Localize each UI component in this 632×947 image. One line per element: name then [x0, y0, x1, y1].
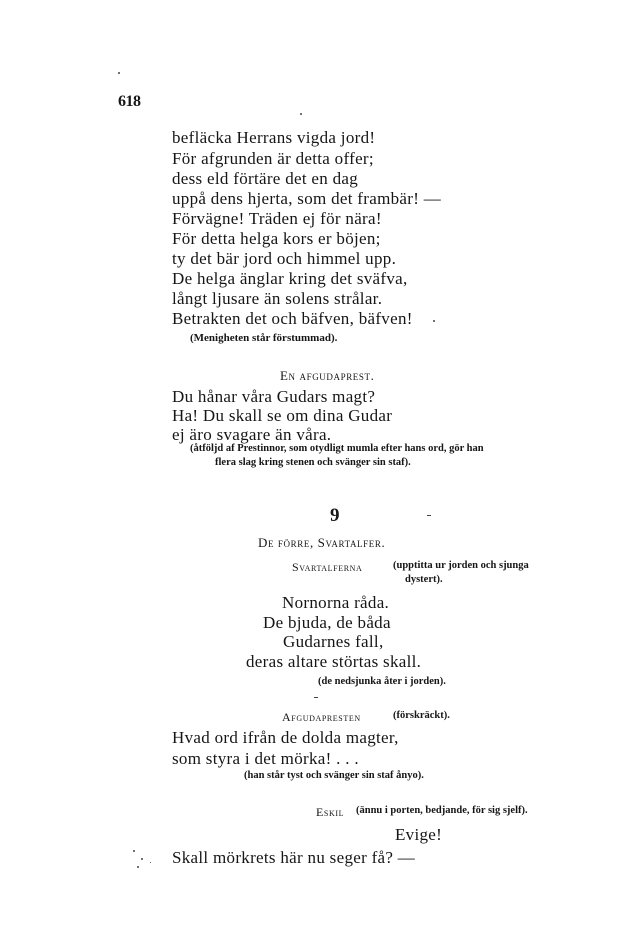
- print-speck: [433, 320, 435, 322]
- verse-line: Nornorna råda.: [282, 593, 390, 612]
- speaker-name: Afgudapresten: [282, 710, 361, 724]
- stage-direction: (de nedsjunka åter i jorden).: [318, 676, 446, 687]
- verse-line: Ha! Du skall se om dina Gudar: [172, 406, 393, 425]
- page-number: 618: [118, 93, 141, 110]
- verse-line: som styra i det mörka! . . .: [172, 749, 359, 768]
- verse-line: Evige!: [395, 825, 443, 844]
- verse-line: Betrakten det och bäfven, bäfven!: [172, 309, 413, 328]
- print-speck: [133, 850, 135, 852]
- scene-number: 9: [330, 505, 340, 526]
- print-speck: [314, 697, 318, 698]
- stage-direction: (förskräckt).: [393, 710, 450, 721]
- print-speck: [427, 515, 431, 516]
- stage-direction: (Menigheten står förstummad).: [190, 332, 338, 344]
- print-speck: [137, 866, 139, 868]
- verse-line: Hvad ord ifrån de dolda magter,: [172, 728, 399, 747]
- verse-line: För afgrunden är detta offer;: [172, 149, 374, 168]
- verse-line: dess eld förtäre det en dag: [172, 169, 359, 188]
- speaker-name: En afgudaprest.: [280, 368, 375, 383]
- verse-line: Skall mörkrets här nu seger få? —: [172, 848, 416, 867]
- verse-line: De bjuda, de båda: [263, 613, 391, 632]
- verse-line: Gudarnes fall,: [283, 632, 384, 651]
- stage-direction: flera slag kring stenen och svänger sin staf).: [215, 457, 411, 468]
- print-speck: [118, 72, 120, 74]
- stage-direction: (ännu i porten, bedjande, för sig sjelf).: [356, 805, 528, 816]
- verse-line: Förvägne! Träden ej för nära!: [172, 209, 382, 228]
- print-speck: [141, 858, 143, 860]
- stage-direction: (upptitta ur jorden och sjunga: [393, 560, 529, 571]
- scene-cast: De förre, Svartalfer.: [258, 535, 386, 550]
- verse-line: deras altare störtas skall.: [246, 652, 422, 671]
- verse-line: För detta helga kors er böjen;: [172, 229, 381, 248]
- stage-direction: dystert).: [405, 574, 443, 585]
- verse-line: Du hånar våra Gudars magt?: [172, 387, 376, 406]
- verse-line: ty det bär jord och himmel upp.: [172, 249, 397, 268]
- print-speck: [150, 862, 151, 863]
- verse-line: uppå dens hjerta, som det frambär! —: [172, 189, 442, 208]
- stage-direction: (åtföljd af Prestinnor, som otydligt mumla efter hans ord, gör han: [190, 443, 484, 454]
- speaker-name: Eskil: [316, 805, 345, 819]
- verse-line: De helga änglar kring det sväfva,: [172, 269, 408, 288]
- verse-line: befläcka Herrans vigda jord!: [172, 128, 376, 147]
- stage-direction: (han står tyst och svänger sin staf ånyo).: [244, 770, 424, 781]
- verse-line: ej äro svagare än våra.: [172, 425, 332, 444]
- speaker-name: Svartalferna: [292, 560, 363, 574]
- verse-line: långt ljusare än solens strålar.: [172, 289, 383, 308]
- print-speck: [300, 113, 302, 115]
